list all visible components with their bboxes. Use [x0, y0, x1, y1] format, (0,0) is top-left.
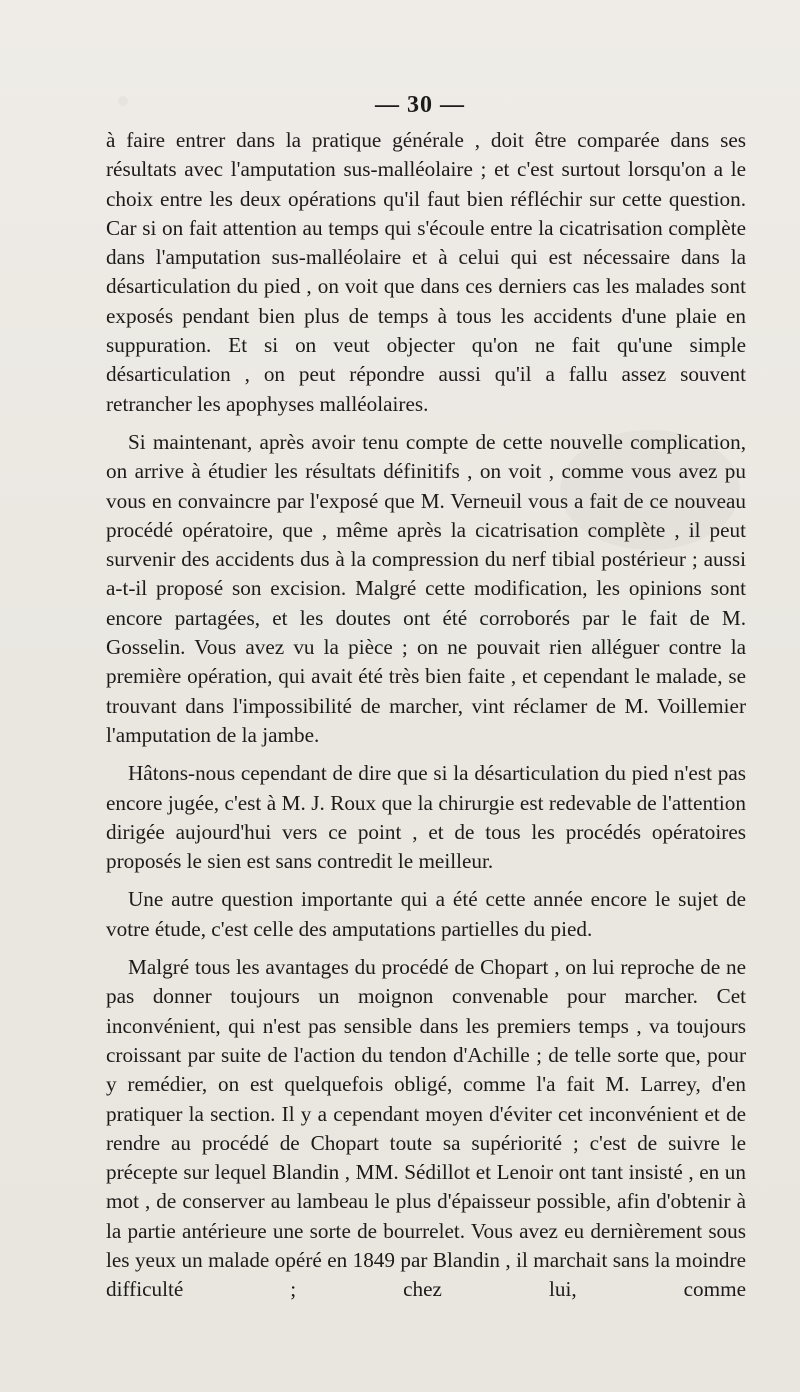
- paragraph-1: à faire entrer dans la pratique générale , doit être comparée dans ses résultats avec l'amputation sus-malléolaire ; et c'est surtout lorsqu'on a le choix entre les deux opérations qu'il faut bien réfléchir sur cette question. Car si on fait attention au temps qui s'écoule entre la cicatrisation complète dans l'amputation sus-malléolaire et à celui qui est nécessaire dans la désarticulation du pied , on voit que dans ces derniers cas les malades sont exposés pendant bien plus de temps à tous les accidents d'une plaie en suppuration. Et si on veut objecter qu'on ne fait qu'une simple désarticulation , on peut répondre aussi qu'il a fallu assez souvent retrancher les apophyses malléolaires.: [106, 128, 746, 416]
- paragraph-3: Hâtons-nous cependant de dire que si la désarticulation du pied n'est pas encore jugée, c'est à M. J. Roux que la chirurgie est redevable de l'attention dirigée aujourd'hui vers ce point , et de tous les procédés opératoires proposés le sien est sans contredit le meilleur.: [106, 761, 746, 874]
- paragraph-2: Si maintenant, après avoir tenu compte de cette nouvelle complication, on arrive à étudier les résultats définitifs , on voit , comme vous avez pu vous en convaincre par l'exposé que M. Verneuil vous a fait de ce nouveau procédé opératoire, que , même après la cicatrisation complète , il peut survenir des accidents dus à la compression du nerf tibial postérieur ; aussi a-t-il proposé son excision. Malgré cette modification, les opinions sont encore partagées, et les doutes ont été corroborés par le fait de M. Gosselin. Vous avez vu la pièce ; on ne pouvait rien alléguer contre la première opération, qui avait été très bien faite , et cependant le malade, se trouvant dans l'impossibilité de marcher, vint réclamer de M. Voillemier l'amputation de la jambe.: [106, 429, 746, 747]
- body-text: [106, 126, 746, 1305]
- paragraph-5: Malgré tous les avantages du procédé de Chopart , on lui reproche de ne pas donner toujours un moignon convenable pour marcher. Cet inconvénient, qui n'est pas sensible dans les premiers temps , va toujours croissant par suite de l'action du tendon d'Achille ; de telle sorte que, pour y remédier, on est quelquefois obligé, comme l'a fait M. Larrey, d'en pratiquer la section. Il y a cependant moyen d'éviter cet inconvénient et de rendre au procédé de Chopart toute sa supériorité ; c'est de suivre le précepte sur lequel Blandin , MM. Sédillot et Lenoir ont tant insisté , en un mot , de conserver au lambeau le plus d'épaisseur possible, afin d'obtenir à la partie antérieure une sorte de bourrelet. Vous avez eu dernièrement sous les yeux un malade opéré en 1849 par Blandin , il marchait sans la moindre difficulté ; chez lui, comme: [106, 955, 746, 1302]
- page-number: — 30 —: [375, 92, 465, 118]
- paragraph-4: Une autre question importante qui a été cette année encore le sujet de votre étude, c'est celle des amputations partielles du pied.: [106, 887, 746, 941]
